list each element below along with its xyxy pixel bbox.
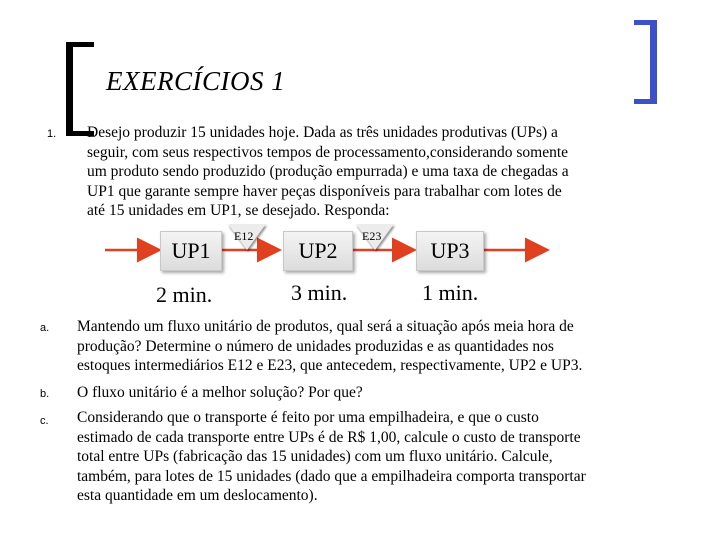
question-a xyxy=(77,317,582,376)
intro-line: seguir, com seus respectivos tempos de processamento,considerando somente xyxy=(87,143,569,161)
intro-line: até 15 unidades em UP1, se desejado. Responda: xyxy=(87,202,390,219)
question-line: Mantendo um fluxo unitário de produtos, qual será a situação após meia hora de xyxy=(77,318,574,335)
time-up1: 2 min. xyxy=(156,282,213,307)
question-letter-b: b. xyxy=(40,388,50,400)
question-c xyxy=(77,408,586,506)
time-up3: 1 min. xyxy=(422,280,479,305)
question-b xyxy=(77,383,363,403)
unit-box-up3: UP3 xyxy=(416,231,484,271)
question-line: produção? Determine o número de unidades produzidas e as quantidades nos xyxy=(77,337,554,355)
page-title: EXERCÍCIOS 1 xyxy=(106,66,286,96)
question-line: total entre UPs (fabricação das 15 unidades) com um fluxo unitário. Calcule, xyxy=(77,448,553,465)
intro-line: UP1 que garante sempre haver peças disponíveis para trabalhar com lotes de xyxy=(87,182,562,200)
unit-box-up2: UP2 xyxy=(283,231,353,271)
buffer-label-e12: E12 xyxy=(234,229,254,243)
intro-line: um produto sendo produzido (produção empurrada) e uma taxa de chegadas a xyxy=(87,163,569,180)
unit-box-up1: UP1 xyxy=(160,231,222,271)
intro-number: 1. xyxy=(47,128,57,140)
question-line: estimado de cada transporte entre UPs é de R$ 1,00, calcule o custo de transporte xyxy=(77,428,581,446)
question-line: também, para lotes de 15 unidades (dado que a empilhadeira comporta transportar xyxy=(77,467,586,485)
question-line: Considerando que o transporte é feito por uma empilhadeira, e que o custo xyxy=(77,409,539,426)
question-line: O fluxo unitário é a melhor solução? Por que? xyxy=(77,384,363,401)
buffer-label-e23: E23 xyxy=(362,229,382,243)
intro-line: Desejo produzir 15 unidades hoje. Dada as três unidades produtivas (UPs) a xyxy=(87,124,558,141)
question-line: estoques intermediários E12 e E23, que antecedem, respectivamente, UP2 e UP3. xyxy=(77,357,583,374)
time-up2: 3 min. xyxy=(291,280,348,305)
question-letter-c: c. xyxy=(40,415,49,427)
question-line: esta quantidade em um deslocamento). xyxy=(77,487,318,504)
question-letter-a: a. xyxy=(40,322,50,334)
